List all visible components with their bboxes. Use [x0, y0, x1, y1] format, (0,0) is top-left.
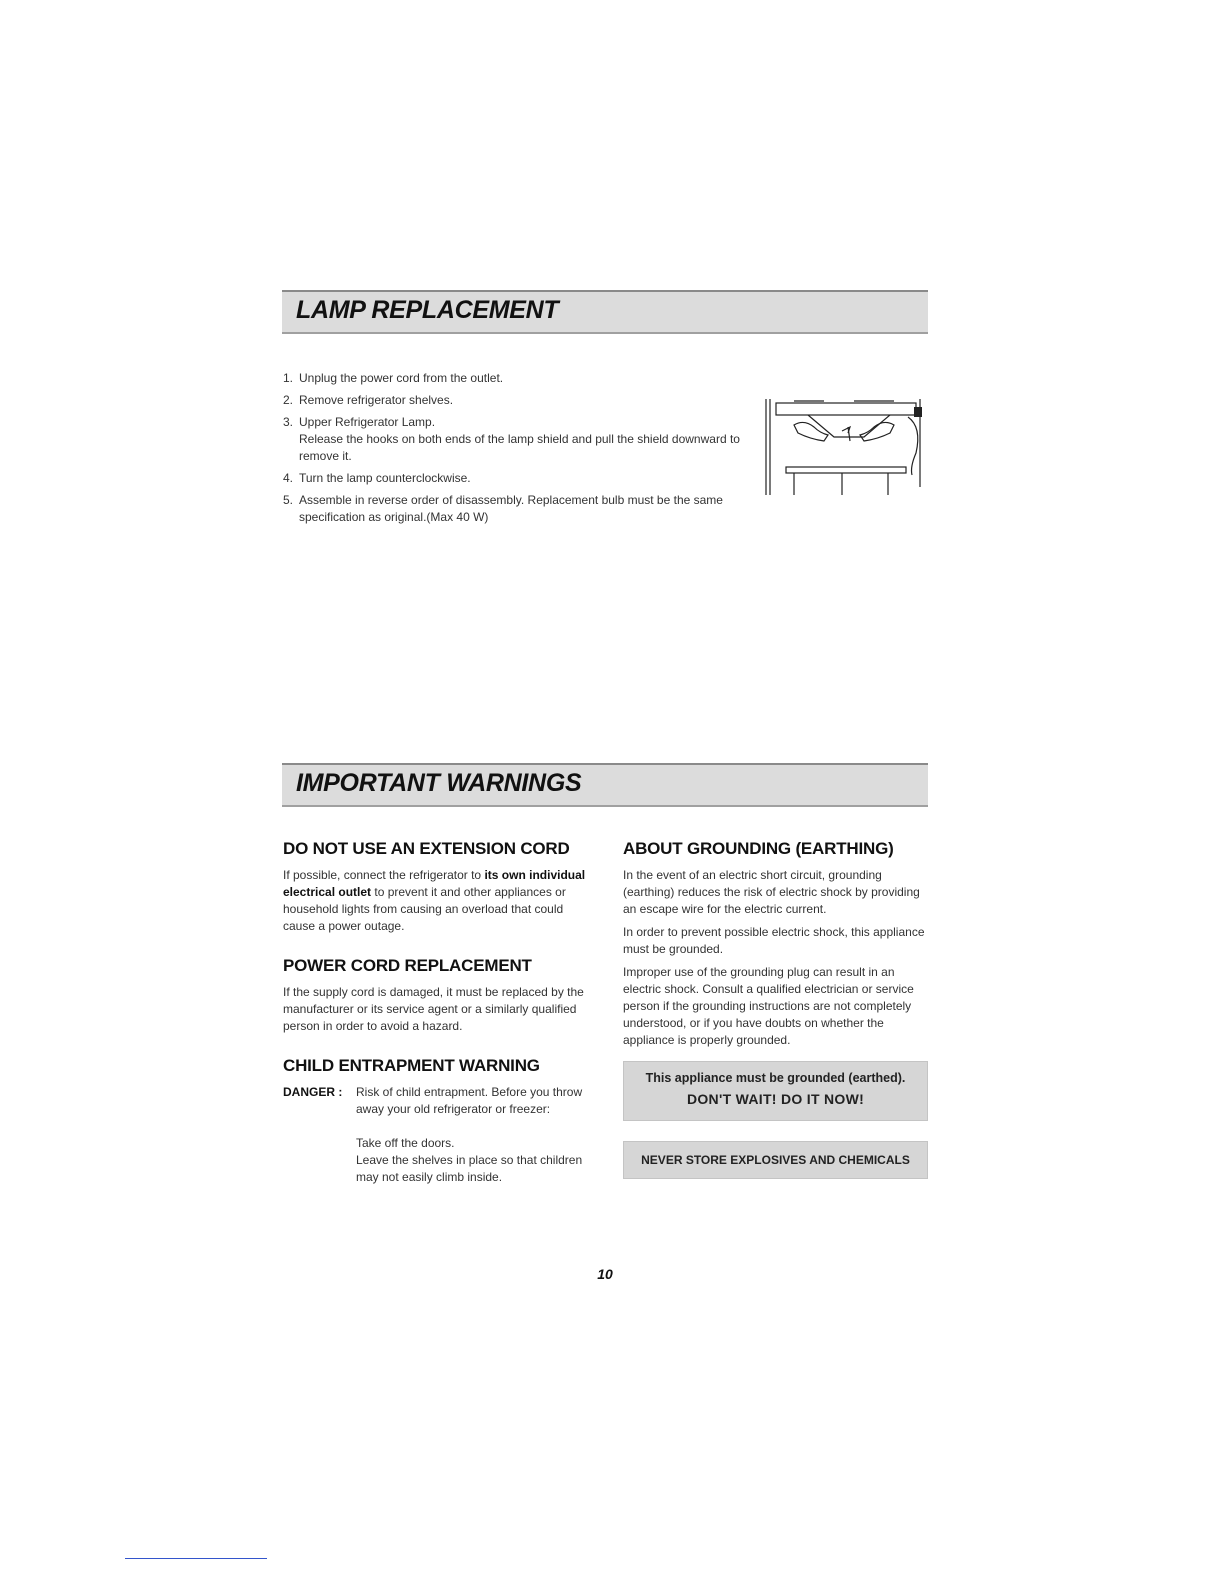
page-number: 10 [597, 1266, 613, 1282]
grounding-urgency-line: DON'T WAIT! DO IT NOW! [686, 1091, 865, 1107]
power-cord-text: If the supply cord is damaged, it must be replaced by the manufacturer or its service agent or a similarly qualified person in order to avoid a hazard. [283, 985, 584, 1033]
step-detail: Release the hooks on both ends of the lamp shield and pull the shield downward to remove it. [299, 432, 740, 463]
danger-instruction-doors: Take off the doors. [356, 1136, 455, 1150]
explosives-notice-box: NEVER STORE EXPLOSIVES AND CHEMICALS [623, 1141, 928, 1179]
child-entrapment-heading: CHILD ENTRAPMENT WARNING [283, 1056, 540, 1075]
warnings-right-column [623, 840, 928, 1179]
extension-text-start: If possible, connect the refrigerator to [283, 868, 485, 882]
step-number: 5. [283, 493, 294, 507]
grounding-paragraph-3: Improper use of the grounding plug can result in an electric shock. Consult a qualified electrician or service person if the grounding instructions are not completely understood, or if you have doubts on whether the appliance is properly grounded. [623, 965, 914, 1047]
list-item [283, 392, 743, 409]
important-warnings-title: IMPORTANT WARNINGS [296, 769, 582, 797]
warnings-left-column [283, 840, 593, 1186]
lamp-replacement-banner [282, 290, 928, 334]
list-item [283, 414, 743, 465]
footer-divider [125, 1558, 267, 1559]
step-text-group [299, 414, 743, 465]
grounding-notice-line: This appliance must be grounded (earthed). [645, 1071, 906, 1085]
grounding-heading: ABOUT GROUNDING (EARTHING) [623, 839, 894, 858]
extension-cord-text [283, 867, 593, 935]
extension-text-end: to prevent it and other appliances or household lights from causing an overload that could cause a power outage. [283, 885, 566, 933]
grounding-paragraph-1: In the event of an electric short circuit, grounding (earthing) reduces the risk of electric shock by providing an escape wire for the electric current. [623, 868, 920, 916]
step-number: 4. [283, 471, 294, 485]
lamp-steps-list [283, 370, 743, 531]
step-text: Assemble in reverse order of disassembly. Replacement bulb must be the same specification as original.(Max 40 W) [299, 493, 723, 524]
refrigerator-lamp-icon [764, 397, 924, 497]
danger-body [356, 1084, 593, 1186]
step-number: 2. [283, 393, 294, 407]
list-item [283, 492, 743, 526]
list-item [283, 370, 743, 387]
lamp-replacement-title: LAMP REPLACEMENT [296, 296, 559, 324]
step-text: Upper Refrigerator Lamp. [299, 415, 436, 429]
grounding-notice-box [623, 1061, 928, 1121]
danger-text: Risk of child entrapment. Before you throw away your old refrigerator or freezer: [356, 1085, 583, 1116]
list-item [283, 470, 743, 487]
danger-instruction-shelves: Leave the shelves in place so that children may not easily climb inside. [356, 1153, 583, 1184]
extension-cord-heading: DO NOT USE AN EXTENSION CORD [283, 839, 570, 858]
important-warnings-banner [282, 763, 928, 807]
step-text: Unplug the power cord from the outlet. [299, 371, 504, 385]
step-number: 3. [283, 415, 294, 429]
lamp-shield-illustration [764, 397, 924, 497]
power-cord-heading: POWER CORD REPLACEMENT [283, 956, 532, 975]
grounding-paragraph-2: In order to prevent possible electric shock, this appliance must be grounded. [623, 925, 925, 956]
step-text: Turn the lamp counterclockwise. [299, 471, 471, 485]
danger-note [283, 1084, 593, 1186]
extension-text-emphasis: its own individual electrical outlet [283, 868, 586, 899]
step-text: Remove refrigerator shelves. [299, 393, 454, 407]
danger-label: DANGER : [283, 1085, 343, 1099]
step-number: 1. [283, 371, 294, 385]
